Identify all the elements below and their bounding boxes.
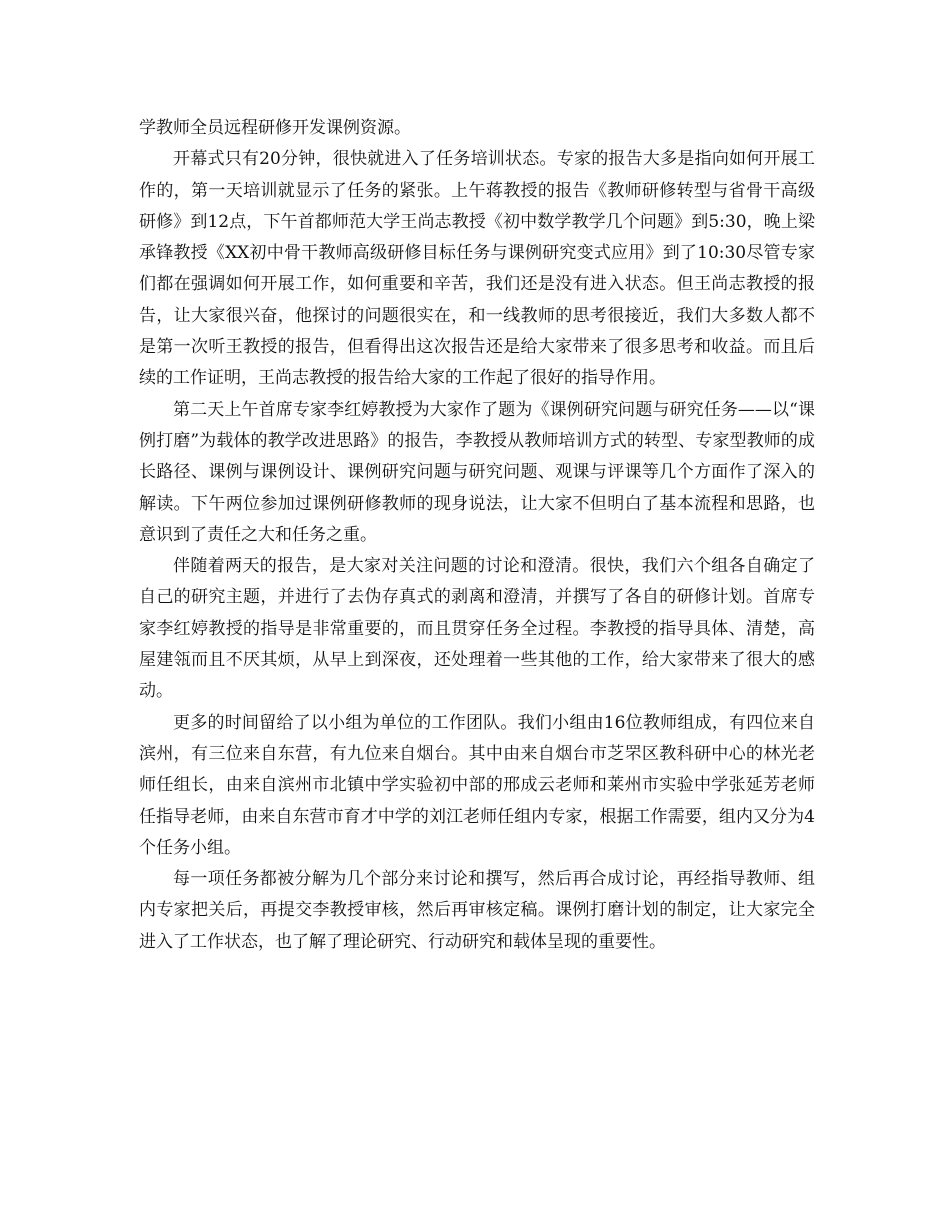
paragraph-6: 每一项任务都被分解为几个部分来讨论和撰写，然后再合成讨论，再经指导教师、组内专家把关后，再提交李教授审核，然后再审核定稿。课例打磨计划的制定，让大家完全进入了工作状态，也了解了理论研究、行动研究和载体呈现的重要性。 [139,869,815,952]
paragraph-1: 学教师全员远程研修开发课例资源。 [139,118,411,138]
paragraph-4: 伴随着两天的报告，是大家对关注问题的讨论和澄清。很快，我们六个组各自确定了自己的研究主题，并进行了去伪存真式的剥离和澄清，并撰写了各自的研修计划。首席专家李红婷教授的指导是非常重要的，而且贯穿任务全过程。李教授的指导具体、清楚，高屋建瓴而且不厌其烦，从早上到深夜，还处理着一些其他的工作，给大家带来了很大的感动。 [139,556,815,702]
document-page [139,113,815,958]
paragraph-2: 开幕式只有20分钟，很快就进入了任务培训状态。专家的报告大多是指向如何开展工作的，第一天培训就显示了任务的紧张。上午蒋教授的报告《教师研修转型与省骨干高级研修》到12点，下午首都师范大学王尚志教授《初中数学教学几个问题》到5:30，晚上梁承锋教授《XX初中骨干教师高级研修目标任务与课例研究变式应用》到了10:30尽管专家们都在强调如何开展工作，如何重要和辛苦，我们还是没有进入状态。但王尚志教授的报告，让大家很兴奋，他探讨的问题很实在，和一线教师的思考很接近，我们大多数人都不是第一次听王教授的报告，但看得出这次报告还是给大家带来了很多思考和收益。而且后续的工作证明，王尚志教授的报告给大家的工作起了很好的指导作用。 [139,149,815,389]
paragraph-3: 第二天上午首席专家李红婷教授为大家作了题为《课例研究问题与研究任务——以“课例打磨”为载体的教学改进思路》的报告，李教授从教师培训方式的转型、专家型教师的成长路径、课例与课例设计、课例研究问题与研究问题、观课与评课等几个方面作了深入的解读。下午两位参加过课例研修教师的现身说法，让大家不但明白了基本流程和思路，也意识到了责任之大和任务之重。 [139,399,815,545]
paragraph-5: 更多的时间留给了以小组为单位的工作团队。我们小组由16位教师组成，有四位来自滨州，有三位来自东营，有九位来自烟台。其中由来自烟台市芝罘区教科研中心的林光老师任组长，由来自滨州市北镇中学实验初中部的邢成云老师和莱州市实验中学张延芳老师任指导老师，由来自东营市育才中学的刘江老师任组内专家，根据工作需要，组内又分为4个任务小组。 [139,712,815,858]
